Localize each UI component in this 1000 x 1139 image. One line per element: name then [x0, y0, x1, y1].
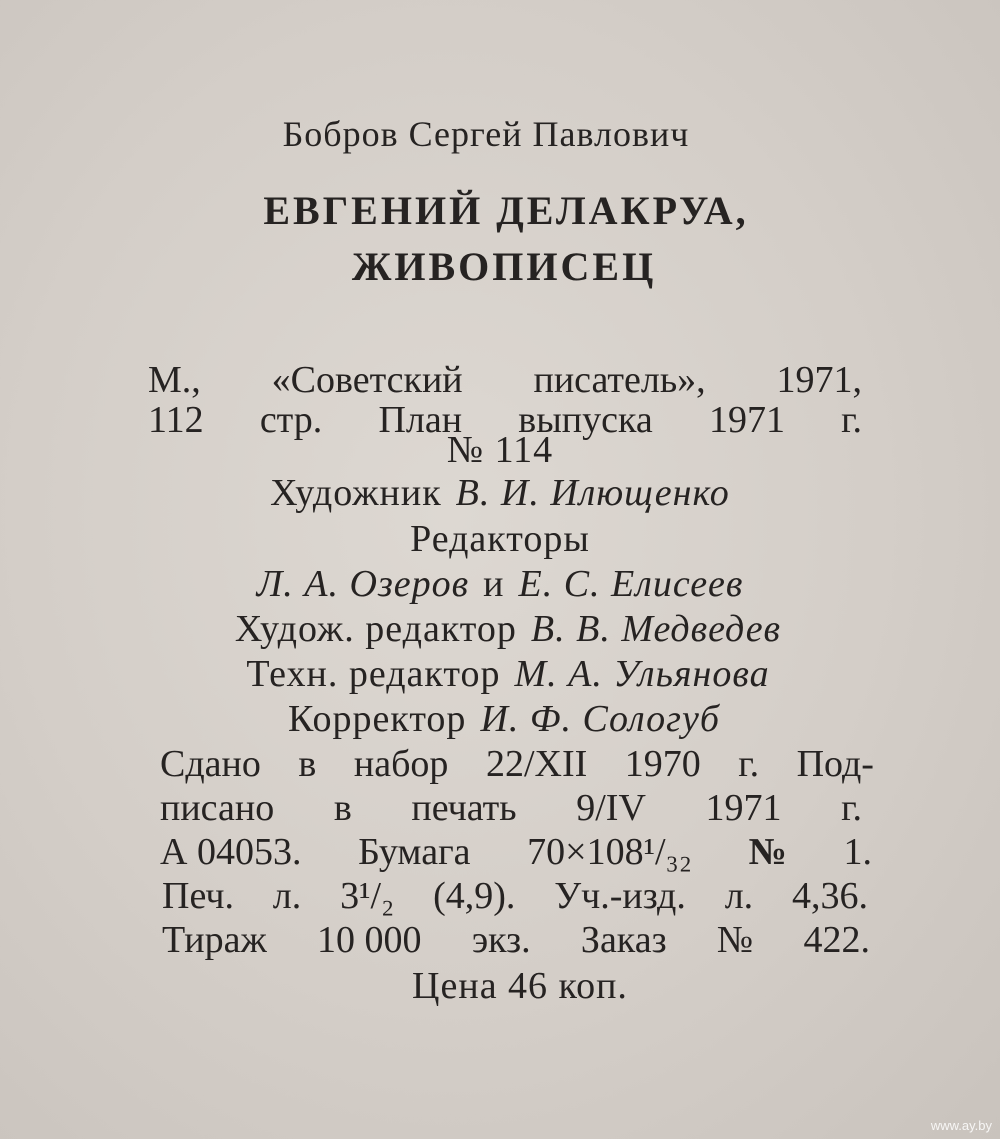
imprint-word: 1971 — [705, 787, 782, 829]
editors-line — [0, 565, 1000, 603]
imprint-word: в — [333, 787, 352, 829]
tech-editor-line — [8, 655, 1000, 693]
imprint-word: 1970 — [624, 743, 701, 785]
imprint-word: План — [378, 399, 463, 441]
imprint-word: 70×108¹/₃₂ — [527, 831, 693, 873]
artist-line — [0, 474, 1000, 512]
print-run-line — [162, 921, 870, 959]
imprint-word: 4,36. — [791, 875, 868, 917]
imprint-word: М., — [148, 359, 201, 401]
imprint-word: № — [748, 831, 787, 873]
publisher-line — [148, 361, 862, 399]
editors-conjunction: и — [483, 563, 505, 605]
imprint-word: Уч.-изд. — [554, 875, 686, 917]
tech-editor-name: М. А. Ульянова — [514, 653, 770, 695]
imprint-word: 3¹/₂ — [340, 875, 395, 917]
editors-label: Редакторы — [410, 518, 590, 560]
artist-name: В. И. Илющенко — [455, 472, 730, 514]
imprint-word: л. — [724, 875, 754, 917]
art-editor-name: В. В. Медведев — [530, 608, 782, 650]
imprint-word: 422. — [803, 919, 870, 961]
imprint-word: Тираж — [162, 919, 267, 961]
imprint-word: л. — [272, 875, 302, 917]
proofreader-name: И. Ф. Сологуб — [480, 698, 720, 740]
printed-sheets-line — [162, 877, 868, 915]
imprint-word: экз. — [471, 919, 531, 961]
proofreader-line — [4, 700, 1000, 738]
imprint-word: писано — [160, 787, 275, 829]
editor-name: Е. С. Елисеев — [518, 563, 744, 605]
imprint-word: г. — [841, 787, 862, 829]
art-editor-label: Худож. редактор — [234, 608, 517, 650]
imprint-word: Сдано — [160, 743, 261, 785]
imprint-word: 10 000 — [317, 919, 422, 961]
imprint-word: Заказ — [580, 919, 667, 961]
imprint-word: «Советский — [271, 359, 463, 401]
proofreader-label: Корректор — [288, 698, 467, 740]
imprint-word: 112 — [148, 399, 204, 441]
imprint-word: 1. — [843, 831, 872, 873]
imprint-word: печать — [411, 787, 517, 829]
imprint-word: г. — [841, 399, 862, 441]
imprint-word: (4,9). — [433, 875, 516, 917]
imprint-word: 1971, — [776, 359, 862, 401]
price: Цена 46 коп. — [412, 965, 628, 1007]
imprint-word: Печ. — [162, 875, 234, 917]
imprint-word: набор — [353, 743, 449, 785]
artist-label: Художник — [270, 472, 442, 514]
plan-number: № 114 — [446, 429, 554, 471]
paper-format-line — [160, 833, 872, 871]
book-title-line-2: ЖИВОПИСЕЦ — [351, 244, 657, 289]
imprint-word: выпуска — [518, 399, 653, 441]
imprint-word: А 04053. — [160, 831, 302, 873]
imprint-word: 9/IV — [576, 787, 646, 829]
imprint-word: в — [298, 743, 317, 785]
imprint-word: Под- — [796, 743, 874, 785]
book-title-line-1: ЕВГЕНИЙ ДЕЛАКРУА, — [263, 188, 749, 233]
imprint-word: 1971 — [708, 399, 785, 441]
imprint-word: стр. — [259, 399, 323, 441]
author-name: Бобров Сергей Павлович — [282, 114, 690, 154]
editor-name: Л. А. Озеров — [256, 563, 470, 605]
tech-editor-label: Техн. редактор — [246, 653, 501, 695]
watermark: www.ay.by — [930, 1118, 992, 1133]
imprint-word: 22/XII — [485, 743, 588, 785]
imprint-word: писатель», — [533, 359, 706, 401]
imprint-word: Бумага — [358, 831, 471, 873]
imprint-word: № — [716, 919, 754, 961]
print-date-line — [160, 789, 862, 827]
imprint-word: г. — [738, 743, 760, 785]
art-editor-line — [8, 610, 1000, 648]
typeset-date-line — [160, 745, 874, 783]
